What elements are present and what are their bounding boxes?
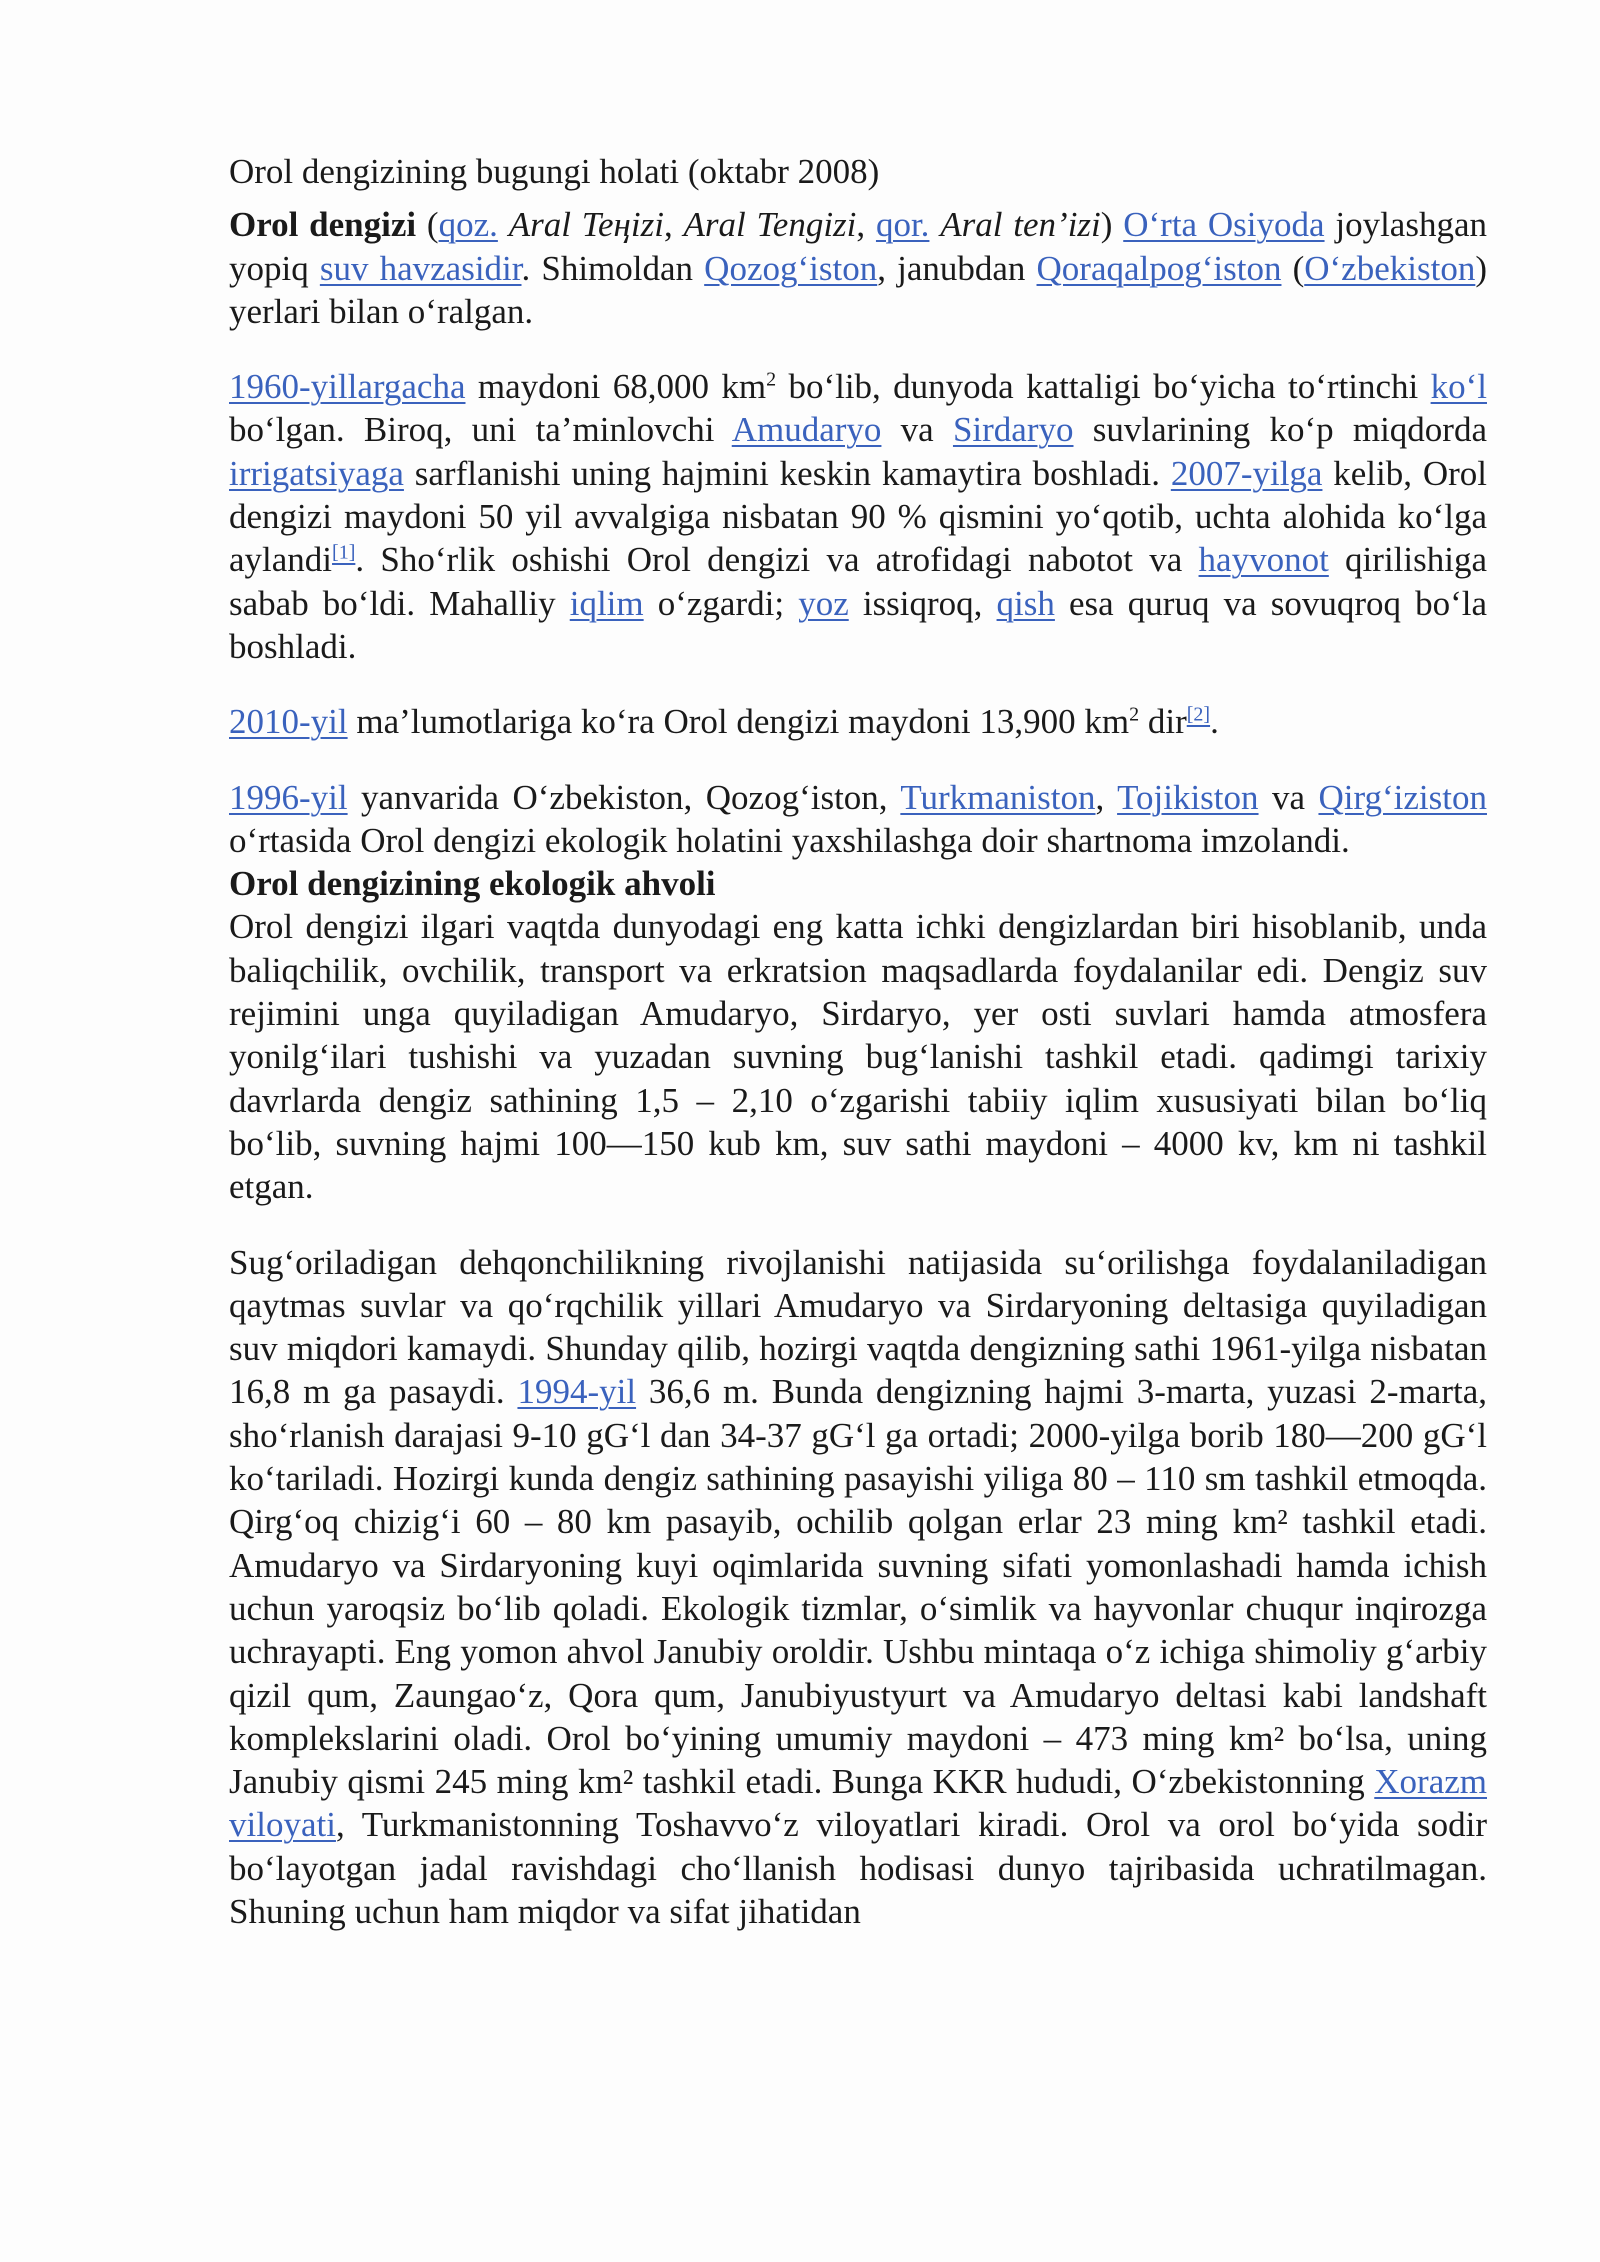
link-qish[interactable]: qish — [996, 583, 1055, 623]
article-title-term: Orol dengizi — [229, 205, 417, 245]
link-qozogiston[interactable]: Qozog‘iston — [704, 248, 878, 288]
reference-1 — [332, 542, 355, 564]
link-yoz[interactable]: yoz — [798, 583, 849, 623]
image-caption: Orol dengizining bugungi holati (oktabr 2008) — [229, 152, 880, 191]
link-turkmaniston[interactable]: Turkmaniston — [900, 777, 1096, 817]
link-ozbekiston[interactable]: O‘zbekiston — [1304, 248, 1476, 288]
text-run: , — [663, 205, 684, 245]
link-xorazm[interactable]: Xorazm viloyati — [229, 1762, 1487, 1845]
link-qirgiziston[interactable]: Qirg‘iziston — [1318, 777, 1487, 817]
name-karakalpak: Aral ten’izi — [940, 205, 1101, 245]
text-run: dir — [1139, 702, 1187, 742]
text-run: o‘rtasida Orol dengizi ekologik holatini yaxshilashga doir shartnoma imzolandi. — [229, 820, 1350, 860]
text-run: issiqroq, — [848, 583, 997, 623]
text-run: ( — [1281, 248, 1305, 288]
text-run: , — [856, 205, 876, 245]
section-heading: Orol dengizining ekologik ahvoli — [229, 864, 716, 904]
text-run: o‘zgardi; — [643, 583, 799, 623]
text-run: . — [1210, 702, 1219, 742]
link-hayvonot[interactable]: hayvonot — [1198, 540, 1329, 580]
link-sirdaryo[interactable]: Sirdaryo — [952, 410, 1074, 450]
area-2010-paragraph — [229, 700, 1487, 743]
text-run: , — [1095, 777, 1118, 817]
text-run: suvlarining ko‘p miqdorda — [1073, 410, 1487, 450]
article-body — [229, 150, 1487, 1933]
area-history-paragraph — [229, 365, 1487, 668]
ecology-paragraph-2 — [229, 1241, 1487, 1934]
link-irrigatsiya[interactable]: irrigatsiyaga — [229, 453, 404, 493]
link-2007[interactable]: 2007-yilga — [1170, 453, 1323, 493]
text-run: Sug‘oriladigan dehqonchilikning rivojlanishi natijasida su‘orilishga foydalaniladigan qaytmas suvlar va qo‘rqchilik yillari Amudaryo va Sirdaryoning deltasiga quyiladigan suv miqdori kamaydi. Shunday qilib, hozirgi vaqtda dengizning sathi 1961-yilga nisbatan 16,8 m ga pasaydi. — [229, 1242, 1487, 1412]
text-run — [929, 205, 940, 244]
text-run: yanvarida O‘zbekiston, Qozog‘iston, — [347, 777, 901, 817]
reference-link-2[interactable]: [2] — [1186, 703, 1211, 726]
superscript-2: 2 — [1129, 703, 1140, 726]
text-run: bo‘lgan. Biroq, uni ta’minlovchi — [229, 410, 732, 450]
link-tojikiston[interactable]: Tojikiston — [1117, 777, 1259, 817]
text-run: 36,6 m. Bunda dengizning hajmi 3-marta, yuzasi 2-marta, sho‘rlanish darajasi 9-10 gG‘l dan 34-37 gG‘l ga ortadi; 2000-yilga borib 180—200 gG‘l ko‘tariladi. Hozirgi kunda dengiz sathining pasayishi yiliga 80 – 110 sm tashkil etmoqda. Qirg‘oq chizig‘i 60 – 80 km pasayib, ochilib qolgan erlar 23 ming km² tashkil etadi. Amudaryo va Sirdaryoning kuyi oqimlarida suvning sifati yomonlashadi hamda ichish uchun yaroqsiz bo‘lib qoladi. Ekologik tizmlar, o‘simlik va hayvonlar chuqur inqirozga uchrayapti. Eng yomon ahvol Janubiy oroldir. Ushbu mintaqa o‘z ichiga shimoliy g‘arbiy qizil qum, Zaungao‘z, Qora qum, Janubiyustyurt va Amudaryo deltasi kabi landshaft komplekslarini oladi. Orol bo‘yining umumiy maydoni – 473 ming km² bo‘lsa, uning Janubiy qismi 245 ming km² tashkil etadi. Bunga KKR hududi, O‘zbekistonning — [229, 1372, 1487, 1802]
link-2010[interactable]: 2010-yil — [229, 702, 348, 742]
text-run: joylashgan yopiq — [229, 205, 1487, 288]
text-run: va — [1258, 777, 1319, 817]
text-run: , janubdan — [877, 248, 1037, 288]
text-run: kelib, Orol dengizi maydoni 50 yil avvalgiga nisbatan 90 % qismini yo‘qotib, uchta alohida ko‘lga aylandi — [229, 453, 1487, 580]
link-iqlim[interactable]: iqlim — [569, 583, 644, 623]
reference-link-1[interactable]: [1] — [332, 541, 356, 564]
text-run: ) — [1100, 205, 1124, 245]
link-kol[interactable]: ko‘l — [1430, 367, 1487, 407]
link-qoz[interactable]: qoz. — [438, 205, 498, 245]
text-run: . Shimoldan — [521, 248, 705, 288]
text-run: sarflanishi uning hajmini keskin kamaytira boshladi. — [403, 453, 1171, 493]
intro-paragraph — [229, 203, 1487, 333]
text-run — [498, 205, 509, 244]
text-run: ) yerlari bilan o‘ralgan. — [229, 248, 1487, 331]
text-run: . Sho‘rlik oshishi Orol dengizi va atrofidagi nabotot va — [355, 540, 1199, 580]
text-run: qirilishiga sabab bo‘ldi. Mahalliy — [229, 540, 1487, 623]
text-run: bo‘lib, dunyoda kattaligi bo‘yicha to‘rtinchi — [776, 367, 1431, 407]
text-run: ma’lumotlariga ko‘ra Orol dengizi maydoni 13,900 km — [347, 702, 1130, 742]
treaty-1996-paragraph — [229, 776, 1487, 863]
link-1996[interactable]: 1996-yil — [229, 777, 348, 817]
link-qor[interactable]: qor. — [875, 205, 930, 245]
link-orta-osiyo[interactable]: O‘rta Osiyoda — [1123, 205, 1325, 245]
link-suv-havzasi[interactable]: suv havzasidir — [319, 248, 522, 288]
ecology-paragraph-1: Orol dengizi ilgari vaqtda dunyodagi eng katta ichki dengizlardan biri hisoblanib, unda baliqchilik, ovchilik, transport va erkratsion maqsadlarda foydalanilar edi. Dengiz suv rejimini unga quyiladigan Amudaryo, Sirdaryo, yer osti suvlari hamda atmosfera yonilg‘ilari tushishi va yuzadan suvning bug‘lanishi tashkil etadi. qadimgi tarixiy davrlarda dengiz sathining 1,5 – 2,10 o‘zgarishi tabiiy iqlim xususiyati bilan bo‘liq bo‘lib, suvning hajmi 100—150 kub km, suv sathi maydoni – 4000 kv, km ni tashkil etgan. — [229, 907, 1487, 1207]
text-run: , Turkmanistonning Toshavvo‘z viloyatlari kiradi. Orol va orol bo‘yida sodir bo‘layotgan jadal ravishdagi cho‘llanish hodisasi dunyo tajribasida uchratilmagan. Shuning uchun ham miqdor va sifat jihatidan — [229, 1805, 1487, 1931]
text-run: esa quruq va sovuqroq bo‘la boshladi. — [229, 583, 1488, 666]
name-russian: Aral Tengizi — [683, 205, 857, 245]
reference-2 — [1187, 704, 1210, 726]
text-run: va — [881, 410, 953, 450]
link-1960[interactable]: 1960-yillargacha — [229, 367, 466, 407]
superscript-2: 2 — [766, 368, 777, 391]
text-run: ( — [416, 205, 439, 245]
link-qoraqalpogiston[interactable]: Qoraqalpog‘iston — [1036, 248, 1282, 288]
link-amudaryo[interactable]: Amudaryo — [731, 410, 882, 450]
name-kazakh: Aral Teңizi — [508, 205, 664, 245]
text-run: maydoni 68,000 km — [465, 367, 767, 407]
link-1994[interactable]: 1994-yil — [517, 1372, 637, 1412]
